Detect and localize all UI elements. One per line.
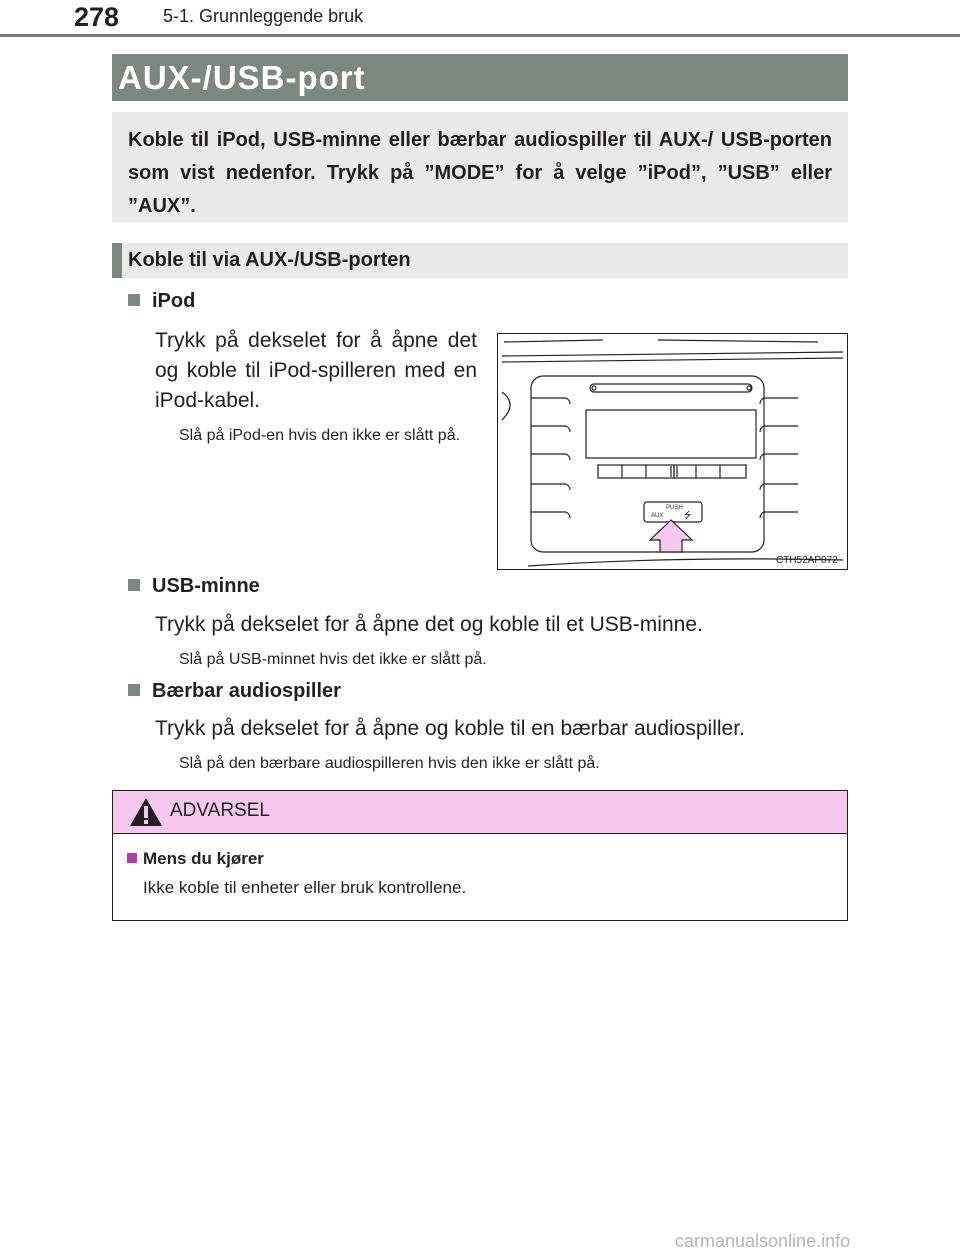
text-portable: Trykk på dekselet for å åpne og koble til en bærbar audiospiller. bbox=[155, 717, 745, 740]
figure-code: CTH52AP072 bbox=[776, 555, 838, 566]
note-ipod: Slå på iPod-en hvis den ikke er slått på. bbox=[179, 427, 461, 444]
intro-paragraph: Koble til iPod, USB-minne eller bærbar audiospiller til AUX-/ USB-porten som vist nedenfor. Trykk på ”MODE” for å velge ”iPod”, ”USB” eller ”AUX”. bbox=[112, 112, 848, 222]
subhead-ipod-label: iPod bbox=[152, 290, 196, 312]
page-title: AUX-/USB-port bbox=[112, 54, 848, 101]
note-usb: Slå på USB-minnet hvis det ikke er slått på. bbox=[179, 651, 487, 668]
warning-label: ADVARSEL bbox=[170, 800, 270, 821]
square-bullet-icon bbox=[128, 684, 140, 696]
port-label-aux: AUX bbox=[651, 513, 664, 519]
port-label-push: PUSH bbox=[666, 505, 683, 511]
subhead-usb-label: USB-minne bbox=[152, 575, 260, 597]
square-bullet-icon bbox=[127, 853, 137, 863]
subhead-portable-label: Bærbar audiospiller bbox=[152, 680, 341, 702]
subhead-ipod bbox=[128, 290, 195, 313]
usb-symbol-icon: ⭍ bbox=[684, 511, 692, 521]
warning-text: Ikke koble til enheter eller bruk kontrollene. bbox=[143, 878, 467, 897]
radio-panel-illustration bbox=[498, 334, 847, 569]
arrow-up-icon bbox=[650, 520, 692, 552]
note-portable: Slå på den bærbare audiospilleren hvis den ikke er slått på. bbox=[179, 755, 600, 772]
text-ipod: Trykk på dekselet for å åpne det og koble til iPod-spilleren med en iPod-kabel. bbox=[155, 329, 477, 412]
page-number: 278 bbox=[74, 2, 120, 32]
subhead-usb bbox=[128, 575, 260, 598]
section-heading: Koble til via AUX-/USB-porten bbox=[112, 243, 848, 278]
running-head: 5-1. Grunnleggende bruk bbox=[163, 6, 364, 26]
square-bullet-icon bbox=[128, 294, 140, 306]
warning-triangle-icon bbox=[129, 797, 163, 827]
subhead-portable bbox=[128, 680, 341, 703]
radio-figure bbox=[497, 333, 848, 570]
warning-header bbox=[113, 791, 847, 834]
watermark: carmanualsonline.info bbox=[675, 1231, 851, 1251]
text-usb: Trykk på dekselet for å åpne det og koble til et USB-minne. bbox=[155, 613, 703, 636]
warning-box bbox=[112, 790, 848, 921]
square-bullet-icon bbox=[128, 579, 140, 591]
warning-subheading-label: Mens du kjører bbox=[143, 849, 264, 868]
header-rule bbox=[0, 34, 960, 37]
warning-subheading bbox=[127, 849, 264, 869]
